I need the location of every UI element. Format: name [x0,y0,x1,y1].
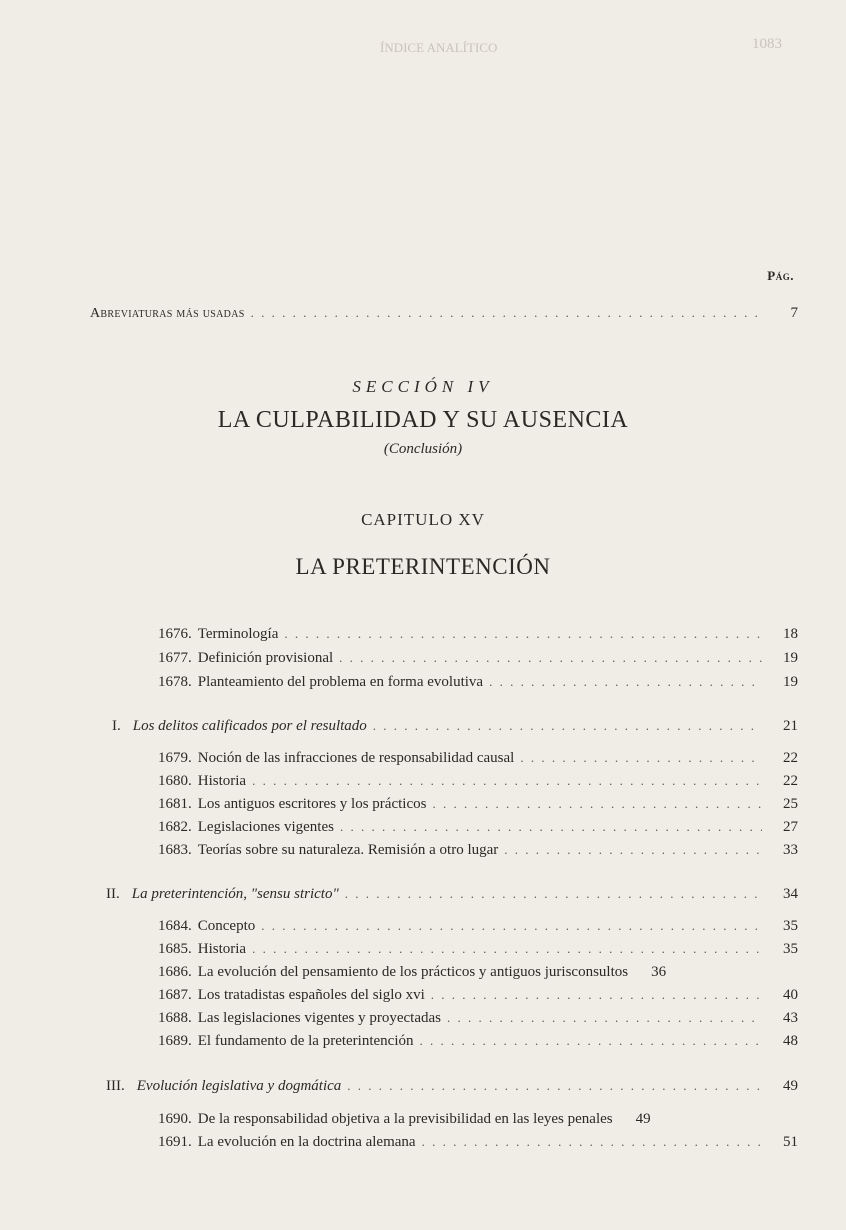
entry-page: 19 [783,674,798,690]
dot-leader [252,941,762,957]
entry-text: Terminología [197,626,279,642]
abbreviations-entry [90,305,798,322]
toc-entry [158,1010,798,1027]
toc-entry [158,674,798,691]
dot-leader [252,773,762,789]
entry-text: Las legislaciones vigentes y proyectadas [197,1010,442,1026]
entry-text: Planteamiento del problema en forma evolutiva [197,674,484,690]
toc-entry [158,773,798,790]
entry-page: 22 [783,773,798,789]
part-label: I. [112,718,121,734]
dot-leader [520,750,762,766]
entry-number: 1682. [158,819,192,835]
entry-number: 1679. [158,750,192,766]
entry-text: De la responsabilidad objetiva a la previsibilidad en las leyes penales [197,1111,613,1127]
toc-entry [158,1134,798,1151]
part-page: 21 [783,718,798,734]
entry-page: 36 [651,964,667,980]
chapter-title: LA PRETERINTENCIÓN [295,554,551,579]
dot-leader [420,1033,763,1049]
toc-entry [158,918,798,935]
dot-leader [284,626,762,642]
entry-page: 22 [783,750,798,766]
entry-page: 49 [635,1111,651,1127]
entry-text: Los antiguos escritores y los prácticos [197,796,427,812]
entry-page: 25 [783,796,798,812]
entry-number: 1688. [158,1010,192,1026]
dot-leader [339,650,762,666]
entry-text: Historia [197,941,247,957]
section-title: LA CULPABILIDAD Y SU AUSENCIA [217,407,629,433]
entry-number: 1691. [158,1134,192,1150]
dot-leader [340,819,762,835]
entry-text: Los tratadistas españoles del siglo xvi [197,987,425,1003]
entry-number: 1676. [158,626,192,642]
entry-text: Definición provisional [197,650,334,666]
entry-text: Noción de las infracciones de responsabilidad causal [197,750,515,766]
entry-number: 1689. [158,1033,192,1049]
part-title: La preterintención, "sensu stricto" [131,886,339,902]
section-number: SECCIÓN IV [352,377,494,396]
dot-leader [447,1010,762,1026]
dot-leader [347,1078,762,1094]
entry-number: 1685. [158,941,192,957]
bleed-through-header: ÍNDICE ANALÍTICO [380,40,498,55]
toc-entry [158,1111,798,1128]
entry-page: 35 [783,918,798,934]
part-label: II. [106,886,120,902]
part-page: 34 [783,886,798,902]
entry-text: Legislaciones vigentes [197,819,334,835]
entry-number: 1684. [158,918,192,934]
part-label: III. [106,1078,125,1094]
entry-page: 18 [783,626,798,642]
entry-number: 1683. [158,842,192,858]
abbreviations-page: 7 [790,305,798,321]
dot-leader [489,674,762,690]
part-page: 49 [783,1078,798,1094]
section-subtitle: (Conclusión) [383,441,463,457]
dot-leader [432,796,762,812]
part-title: Los delitos calificados por el resultado [132,718,367,734]
entry-text: La evolución del pensamiento de los prácticos y antiguos jurisconsultos [197,964,629,980]
toc-entry [158,796,798,813]
entry-page: 33 [783,842,798,858]
toc-entry [158,941,798,958]
entry-number: 1687. [158,987,192,1003]
toc-entry [158,964,798,981]
entry-page: 35 [783,941,798,957]
entry-text: El fundamento de la preterintención [197,1033,414,1049]
entry-page: 19 [783,650,798,666]
entry-text: Concepto [197,918,256,934]
page-column-header: Pág. [767,268,794,283]
entry-number: 1690. [158,1111,192,1127]
dot-leader [422,1134,762,1150]
toc-entry [158,1033,798,1050]
entry-number: 1677. [158,650,192,666]
entry-text: Teorías sobre su naturaleza. Remisión a otro lugar [197,842,499,858]
entry-number: 1686. [158,964,192,980]
entry-page: 48 [783,1033,798,1049]
entry-number: 1678. [158,674,192,690]
toc-entry [158,750,798,767]
toc-entry [158,819,798,836]
bleed-through-page: 1083 [752,36,782,52]
dot-leader [431,987,762,1003]
dot-leader [345,886,762,902]
entry-text: Historia [197,773,247,789]
entry-page: 40 [783,987,798,1003]
part-heading [106,886,798,903]
entry-number: 1681. [158,796,192,812]
dot-leader [251,305,762,321]
part-heading [112,718,798,735]
dot-leader [373,718,762,734]
entry-number: 1680. [158,773,192,789]
dot-leader [504,842,762,858]
entry-text: La evolución en la doctrina alemana [197,1134,416,1150]
toc-entry [158,626,798,643]
abbreviations-label: Abreviaturas más usadas [90,306,245,321]
entry-page: 51 [783,1134,798,1150]
part-heading [106,1078,798,1095]
part-title: Evolución legislativa y dogmática [136,1078,342,1094]
toc-entry [158,987,798,1004]
toc-entry [158,650,798,667]
dot-leader [261,918,762,934]
chapter-label: CAPITULO XV [361,510,485,529]
entry-page: 27 [783,819,798,835]
entry-page: 43 [783,1010,798,1026]
toc-entry [158,842,798,859]
